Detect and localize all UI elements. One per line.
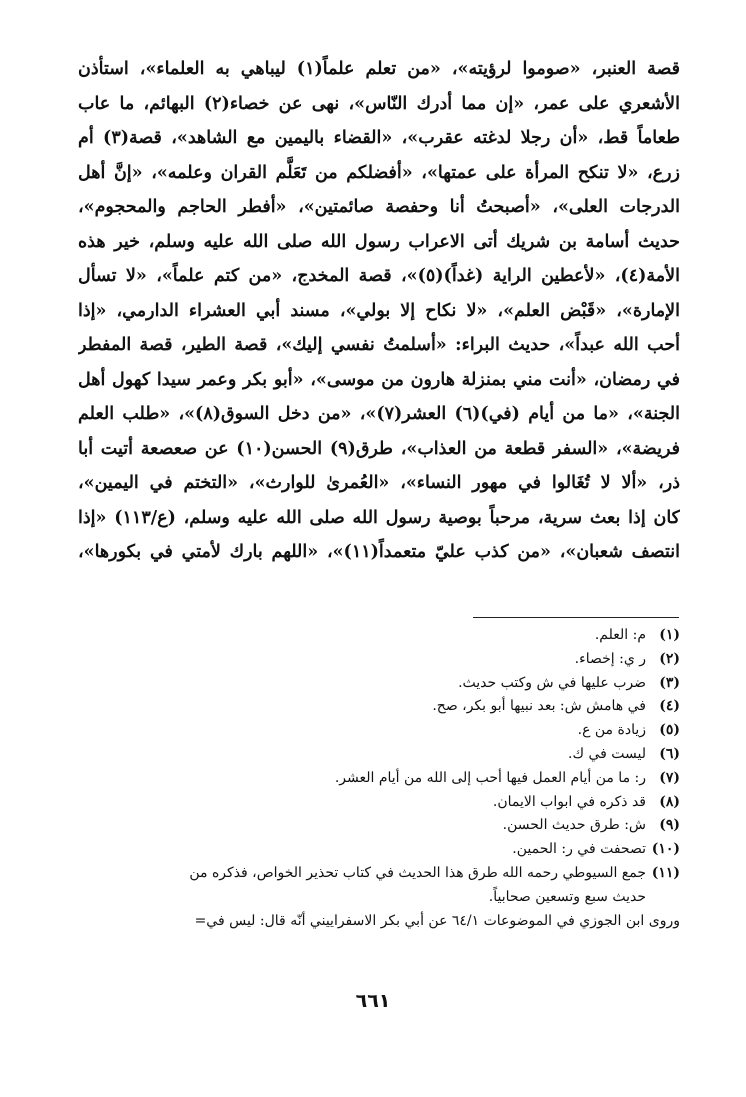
footnote <box>60 838 680 862</box>
footnote-text <box>60 862 646 910</box>
footnote-continuation <box>60 910 680 934</box>
footnote-text: ليست في ك. <box>568 745 646 762</box>
footnote-number: (٦) <box>659 745 680 762</box>
footnote-number: (٨) <box>659 793 680 810</box>
footnote-number: (٩) <box>659 817 680 834</box>
main-text <box>78 52 680 604</box>
footnote-text-line: جمع السيوطي رحمه الله طرق هذا الحديث في كتاب تحذير الخواص، فذكره من <box>189 864 646 881</box>
footnotes <box>60 624 680 933</box>
main-text-line: في رمضان، «أنت مني بمنزلة هارون من موسى»، «أبو بكر وعمر سيدا كهول أهل <box>78 369 680 390</box>
footnote-text: قد ذكره في ابواب الايمان. <box>492 793 646 810</box>
footnote-text: ضرب عليها في ش وكتب حديث. <box>458 674 646 691</box>
footnote-text: ر: ما من أيام العمل فيها أحب إلى الله من أيام العشر. <box>334 769 646 786</box>
footnote-number: (٥) <box>659 722 680 739</box>
main-text-line: الأمة(٤)، «لأعطين الراية (غداً)(٥)»، قصة المخدج، «من كتم علماً»، «لا تسأل <box>78 266 680 286</box>
footnote <box>60 743 680 767</box>
footnote-divider <box>473 617 679 618</box>
footnote-text: وروى ابن الجوزي في الموضوعات ٦٤/١ عن أبي بكر الاسفراييني أنّه قال: ليس في= <box>194 912 680 929</box>
main-text-line <box>78 570 680 605</box>
footnote-text: تصحفت في ر: الحمين. <box>512 841 646 858</box>
footnote-text-line: حديث سبع وتسعين صحابياً. <box>488 888 646 905</box>
main-text-line: الجنة»، «ما من أيام (في)(٦) العشر(٧)»، «من دخل السوق(٨)»، «طلب العلم <box>78 404 680 424</box>
footnote <box>60 672 680 696</box>
footnote <box>60 767 680 791</box>
footnote-text: م: العلم. <box>594 627 646 643</box>
main-text-line: زرع، «لا تنكح المرأة على عمتها»، «أفضلكم من تَعَلَّم القران وعلمه»، «إنَّ أهل <box>78 162 680 183</box>
footnote <box>60 791 680 815</box>
main-text-line: طعاماً قط، «أن رجلا لدغته عقرب»، «القضاء باليمين مع الشاهد»، قصة(٣) أم <box>78 128 680 148</box>
footnote-text: ش: طرق حديث الحسن. <box>502 817 646 834</box>
main-text-line: أحب الله عبداً»، حديث البراء: «أسلمتُ نفسي إليك»، قصة الطير، قصة المفطر <box>78 335 680 355</box>
footnote-number: (٧) <box>659 769 680 786</box>
main-text-line: قصة العنبر، «صوموا لرؤيته»، «من تعلم علماً(١) ليباهي به العلماء»، استأذن <box>78 59 680 79</box>
footnote-text: ر ي: إخصاء. <box>574 650 646 667</box>
footnote-number: (٤) <box>659 698 680 715</box>
footnote-number: (١١) <box>651 864 680 881</box>
footnote-text: زيادة من ع. <box>577 722 646 739</box>
footnote-text: في هامش ش: بعد نبيها أبو بكر، صح. <box>432 698 646 715</box>
main-text-line: فريضة»، «السفر قطعة من العذاب»، طرق(٩) الحسن(١٠) عن صعصعة أتيت أبا <box>78 438 680 459</box>
footnote <box>60 695 680 719</box>
main-text-line: الأشعري على عمر، «إن مما أدرك النّاس»، نهى عن خصاء(٢) البهائم، ما عاب <box>78 93 680 114</box>
main-text-line: حديث أسامة بن شريك أتى الاعراب رسول الله صلى الله عليه وسلم، خير هذه <box>78 231 680 252</box>
footnote-number: (١) <box>659 627 680 643</box>
main-text-line: ذر، «ألا لا تُغَالوا في مهور النساء»، «العُمرىٰ للوارث»، «التختم في اليمين»، <box>78 473 680 493</box>
main-text-line: انتصف شعبان»، «من كذب عليّ متعمداً(١١)»، «اللهم بارك لأمتي في بكورها»، <box>78 542 680 562</box>
footnote <box>60 862 680 910</box>
page-number: ٦٦١ <box>355 990 391 1012</box>
main-text-line: كان إذا بعث سرية، مرحباً بوصية رسول الله صلى الله عليه وسلم، (ع/١١٣) «إذا <box>78 507 680 528</box>
footnote-number: (٢) <box>659 650 680 667</box>
main-text-line: الإمارة»، «قَبْض العلم»، «لا نكاح إلا بولي»، مسند أبي العشراء الدارمي، «إذا <box>78 300 680 321</box>
footnote <box>60 624 680 648</box>
footnote-number: (١٠) <box>651 841 680 858</box>
footnote <box>60 814 680 838</box>
main-text-line: الدرجات العلى»، «أصبحتُ أنا وحفصة صائمتين»، «أفطر الحاجم والمحجوم»، <box>78 197 680 217</box>
footnote-number: (٣) <box>659 674 680 691</box>
footnote <box>60 648 680 672</box>
footnote <box>60 719 680 743</box>
